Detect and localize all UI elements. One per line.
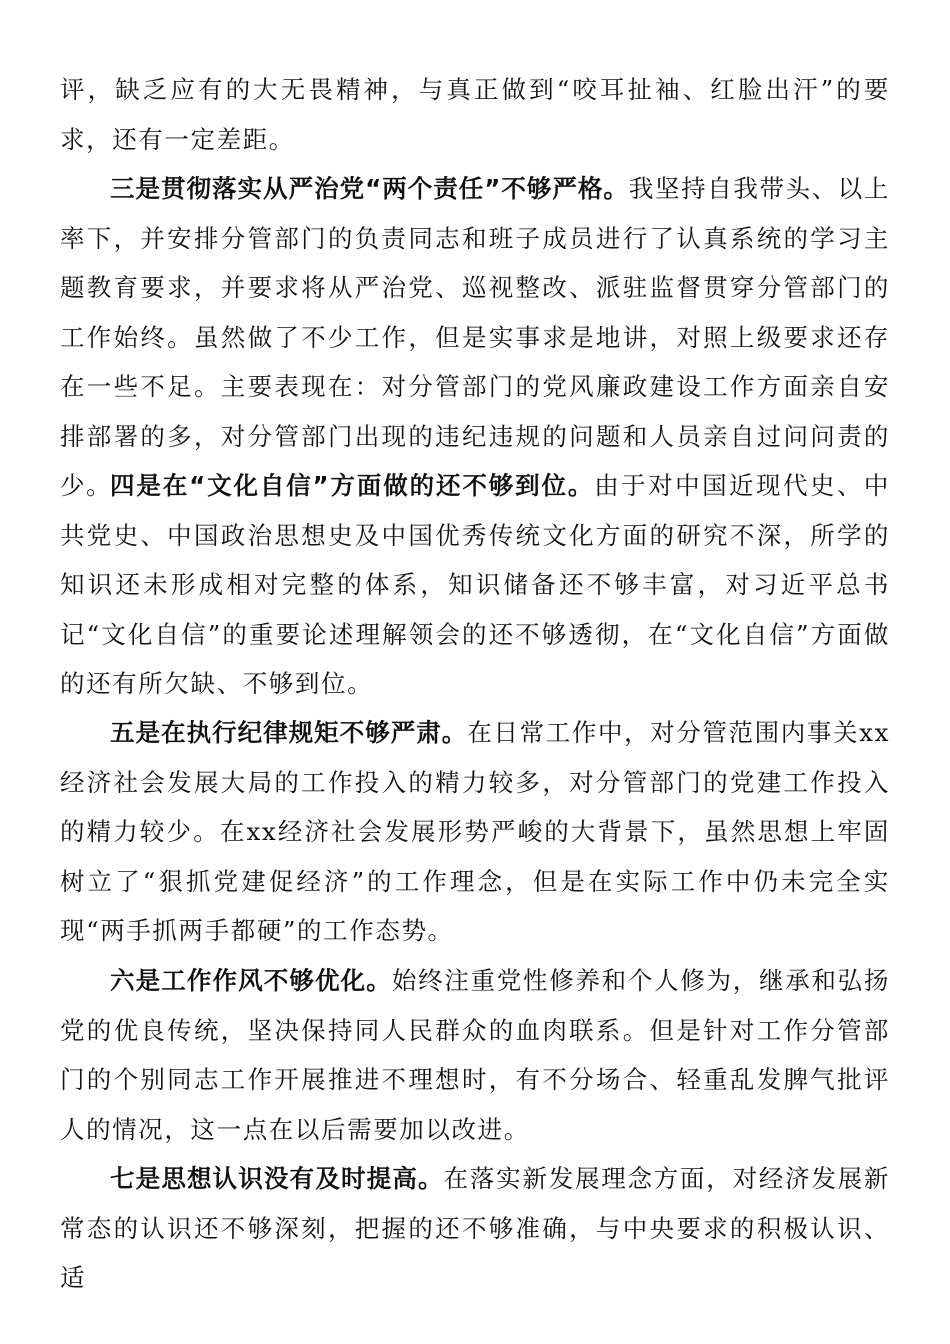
paragraph-thinking	[60, 1154, 890, 1303]
paragraph-text: 始终注重党性修养和个人修为，继承和弘扬党的优良传统，坚决保持同人民群众的血肉联系。但是针对工作分管部门的个别同志工作开展推进不理想时，有不分场合、轻重乱发脾气批评人的情况，这一点在以后需要加以改进。	[60, 966, 891, 1144]
paragraph-heading: 五是在执行纪律规矩不够严肃。	[110, 718, 468, 747]
paragraph-text: 在落实新发展理念方面，对经济发展新常态的认识还不够深刻，把握的还不够准确，与中央要求的积极认识、适	[60, 1164, 891, 1292]
paragraph-heading: 六是工作作风不够优化。	[110, 966, 392, 995]
paragraph-text: 由于对中国近现代史、中共党史、中国政治思想史及中国优秀传统文化方面的研究不深，所学的知识还未形成相对完整的体系，知识储备还不够丰富，对习近平总书记“文化自信”的重要论述理解领会的还不够透彻，在“文化自信”方面做的还有所欠缺、不够到位。	[60, 471, 891, 698]
paragraph-text: 评，缺乏应有的大无畏精神，与真正做到“咬耳扯袖、红脸出汗”的要求，还有一定差距。	[60, 75, 890, 154]
paragraph-text: 在日常工作中，对分管范围内事关xx经济社会发展大局的工作投入的精力较多，对分管部门的党建工作投入的精力较少。在xx经济社会发展形势严峻的大背景下，虽然思想上牢固树立了“狠抓党建促经济”的工作理念，但是在实际工作中仍未完全实现“两手抓两手都硬”的工作态势。	[60, 718, 891, 945]
paragraph-heading: 七是思想认识没有及时提高。	[110, 1164, 444, 1193]
paragraph-continuation	[60, 65, 890, 164]
paragraph-discipline	[60, 708, 890, 956]
paragraph-text: 我坚持自我带头、以上率下，并安排分管部门的负责同志和班子成员进行了认真系统的学习主题教育要求，并要求将从严治党、巡视整改、派驻监督贯穿分管部门的工作始终。虽然做了不少工作，但是实事求是地讲，对照上级要求还存在一些不足。主要表现在：对分管部门的党风廉政建设工作方面亲自安排部署的多，对分管部门出现的违纪违规的问题和人员亲自过问问责的少。	[60, 174, 891, 500]
paragraph-heading: 三是贯彻落实从严治党“两个责任”不够严格。	[110, 174, 629, 203]
paragraph-heading: 四是在“文化自信”方面做的还不够到位。	[110, 471, 595, 500]
paragraph-cultural-confidence	[60, 461, 890, 709]
paragraph-work-style	[60, 956, 890, 1154]
paragraph-three-responsibilities	[60, 164, 890, 511]
